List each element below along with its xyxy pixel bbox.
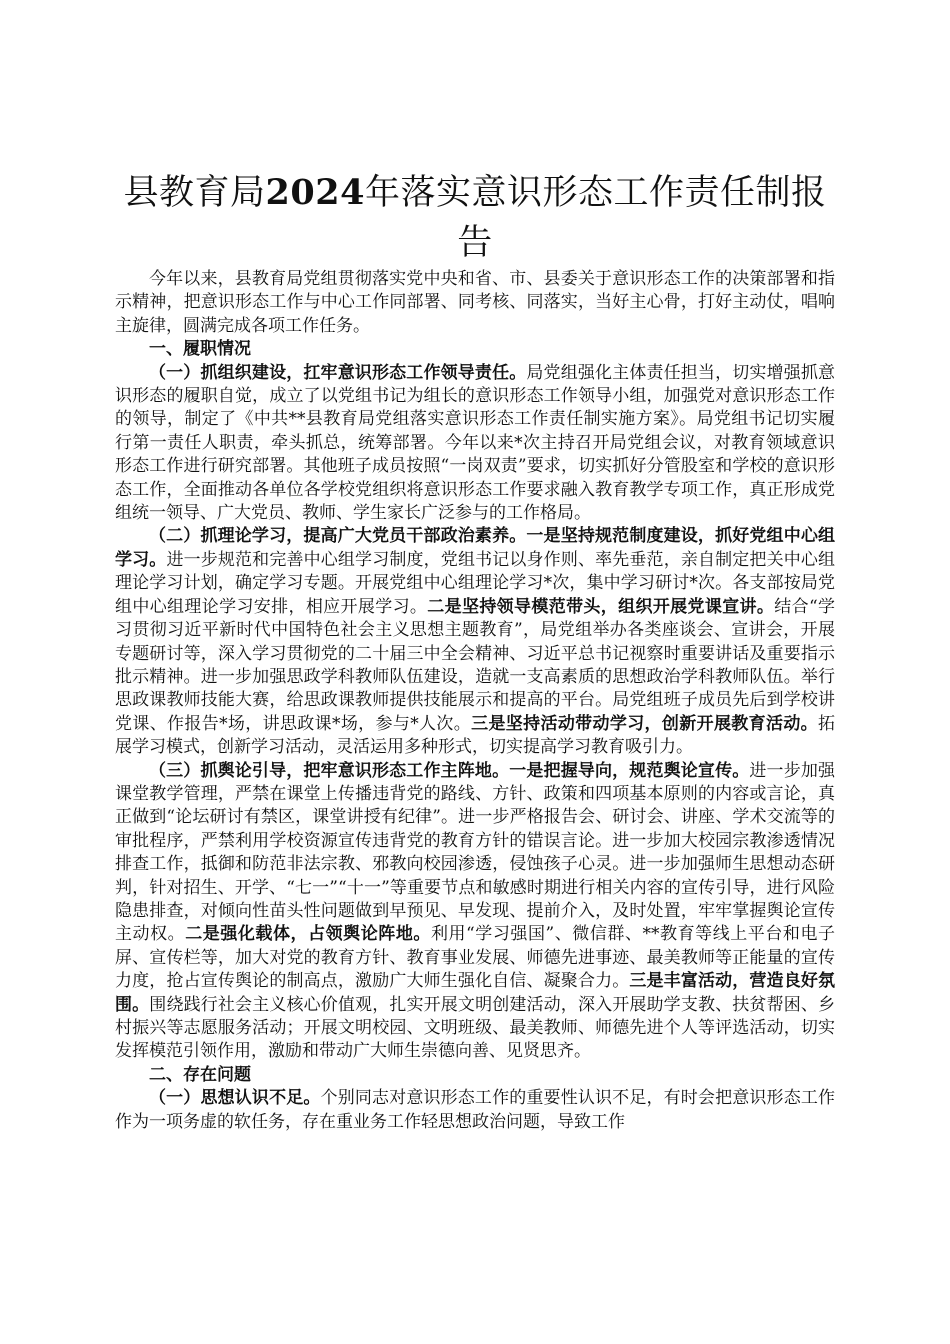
section2-p1-body: 个别同志对意识形态工作的重要性认识不足，有时会把意识形态工作作为一项务虚的软任务，存在重业务工作轻思想政治问题，导致工作 — [115, 1088, 836, 1132]
section2-paragraph1 — [115, 1087, 835, 1134]
section1-p2-title: （二）抓理论学习，提高广大党员干部政治素养。 — [149, 526, 527, 547]
section1-p2-s3-body: 拓展学习模式，创新学习活动，灵活运用多种形式，切实提高学习教育吸引力。 — [115, 713, 836, 758]
section1-p1-title: （一）抓组织建设，扛牢意识形态工作领导责任。 — [149, 362, 527, 383]
section1-p2-s2-body: 结合“学习贯彻习近平新时代中国特色社会主义思想主题教育”，局党组举办各类座谈会、宣讲会，开展专题研讨等，深入学习贯彻党的二十届三中全会精神、习近平总书记视察时重要讲话及重要指示批示精神。进一步加强思政学科教师队伍建设，造就一支高素质的思想政治学科教师队伍。举行思政课教师技能大赛，给思政课教师提供技能展示和提高的平台。局党组班子成员先后到学校讲党课、作报告*场，讲思政课*场，参与*人次。 — [115, 596, 836, 734]
section1-p1-body: 局党组强化主体责任担当，切实增强抓意识形态的履职自觉，成立了以党组书记为组长的意识形态工作领导小组，加强党对意识形态工作的领导，制定了《中共**县教育局党组落实意识形态工作责任制实施方案》。局党组书记切实履行第一责任人职责，牵头抓总，统筹部署。今年以来*次主持召开局党组会议，对教育领域意识形态工作进行研究部署。其他班子成员按照“一岗双责”要求，切实抓好分管股室和学校的意识形态工作，全面推动各单位各学校党组织将意识形态工作要求融入教育教学专项工作，真正形成党组统一领导、广大党员、教师、学生家长广泛参与的工作格局。 — [115, 362, 836, 524]
section1-p3-s2-title: 二是强化载体，占领舆论阵地。 — [185, 924, 431, 945]
section2-heading: 二、存在问题 — [149, 1064, 251, 1085]
document-page — [115, 168, 835, 1134]
section2-p1-title: （一）思想认识不足。 — [149, 1088, 321, 1109]
section1-p3-title: （三）抓舆论引导，把牢意识形态工作主阵地。 — [149, 760, 510, 781]
section1-paragraph3 — [115, 760, 835, 1064]
section1-p2-s1-body: 进一步规范和完善中心组学习制度，党组书记以身作则、率先垂范，亲自制定把关中心组理论学习计划，确定学习专题。开展党组中心组理论学习*次，集中学习研讨*次。各支部按局党组中心组理论学习安排，相应开展学习。 — [115, 549, 836, 617]
section1-p2-s3-title: 三是坚持活动带动学习，创新开展教育活动。 — [471, 713, 819, 734]
document-title — [115, 168, 835, 268]
section1-p3-s1-body: 进一步加强课堂教学管理，严禁在课堂上传播违背党的路线、方针、政策和四项基本原则的内容或言论，真正做到“论坛研讨有禁区，课堂讲授有纪律”。进一步严格报告会、研讨会、讲座、学术交流等的审批程序，严禁利用学校资源宣传违背党的教育方针的错误言论。进一步加大校园宗教渗透情况排查工作，抵御和防范非法宗教、邪教向校园渗透，侵蚀孩子心灵。进一步加强师生思想动态研判，针对招生、开学、“七一”“十一”等重要节点和敏感时期进行相关内容的宣传引导，进行风险隐患排查，对倾向性苗头性问题做到早预见、早发现、提前介入，及时处置，牢牢掌握舆论宣传主动权。 — [115, 760, 836, 945]
title-part1: 县教育局 — [123, 173, 266, 213]
intro-paragraph: 今年以来，县教育局党组贯彻落实党中央和省、市、县委关于意识形态工作的决策部署和指示精神，把意识形态工作与中心工作同部署、同考核、同落实，当好主心骨，打好主动仗，唱响主旋律，圆满完成各项工作任务。 — [115, 269, 835, 336]
section1-p3-s2-body: 利用“学习强国”、微信群、**教育等线上平台和电子屏、宣传栏等，加大对党的教育方针、教育事业发展、师德先进事迹、最美教师等正能量的宣传力度，抢占宣传舆论的制高点，激励广大师生强化自信、凝聚合力。 — [115, 924, 836, 992]
section1-p2-s2-title: 二是坚持领导模范带头，组织开展党课宣讲。 — [427, 596, 775, 617]
title-part2: 年落实意识形态工作责任制报告 — [364, 173, 827, 263]
section1-heading: 一、履职情况 — [149, 339, 251, 360]
section1-p3-s3-body: 围绕践行社会主义核心价值观，扎实开展文明创建活动，深入开展助学支教、扶贫帮困、乡村振兴等志愿服务活动；开展文明校园、文明班级、最美教师、师德先进个人等评选活动，切实发挥模范引领作用，激励和带动广大师生崇德向善、见贤思齐。 — [115, 994, 836, 1062]
section1-paragraph2 — [115, 525, 835, 759]
section1-paragraph1 — [115, 362, 835, 526]
title-year: 2024 — [265, 172, 365, 213]
section1-p3-s3-title: 三是丰富活动，营造良好氛围。 — [115, 971, 836, 1015]
section1-p2-s1-title: 一是坚持规范制度建设，抓好党组中心组学习。 — [115, 526, 836, 570]
section1-p3-s1-title: 一是把握导向，规范舆论宣传。 — [509, 760, 750, 781]
